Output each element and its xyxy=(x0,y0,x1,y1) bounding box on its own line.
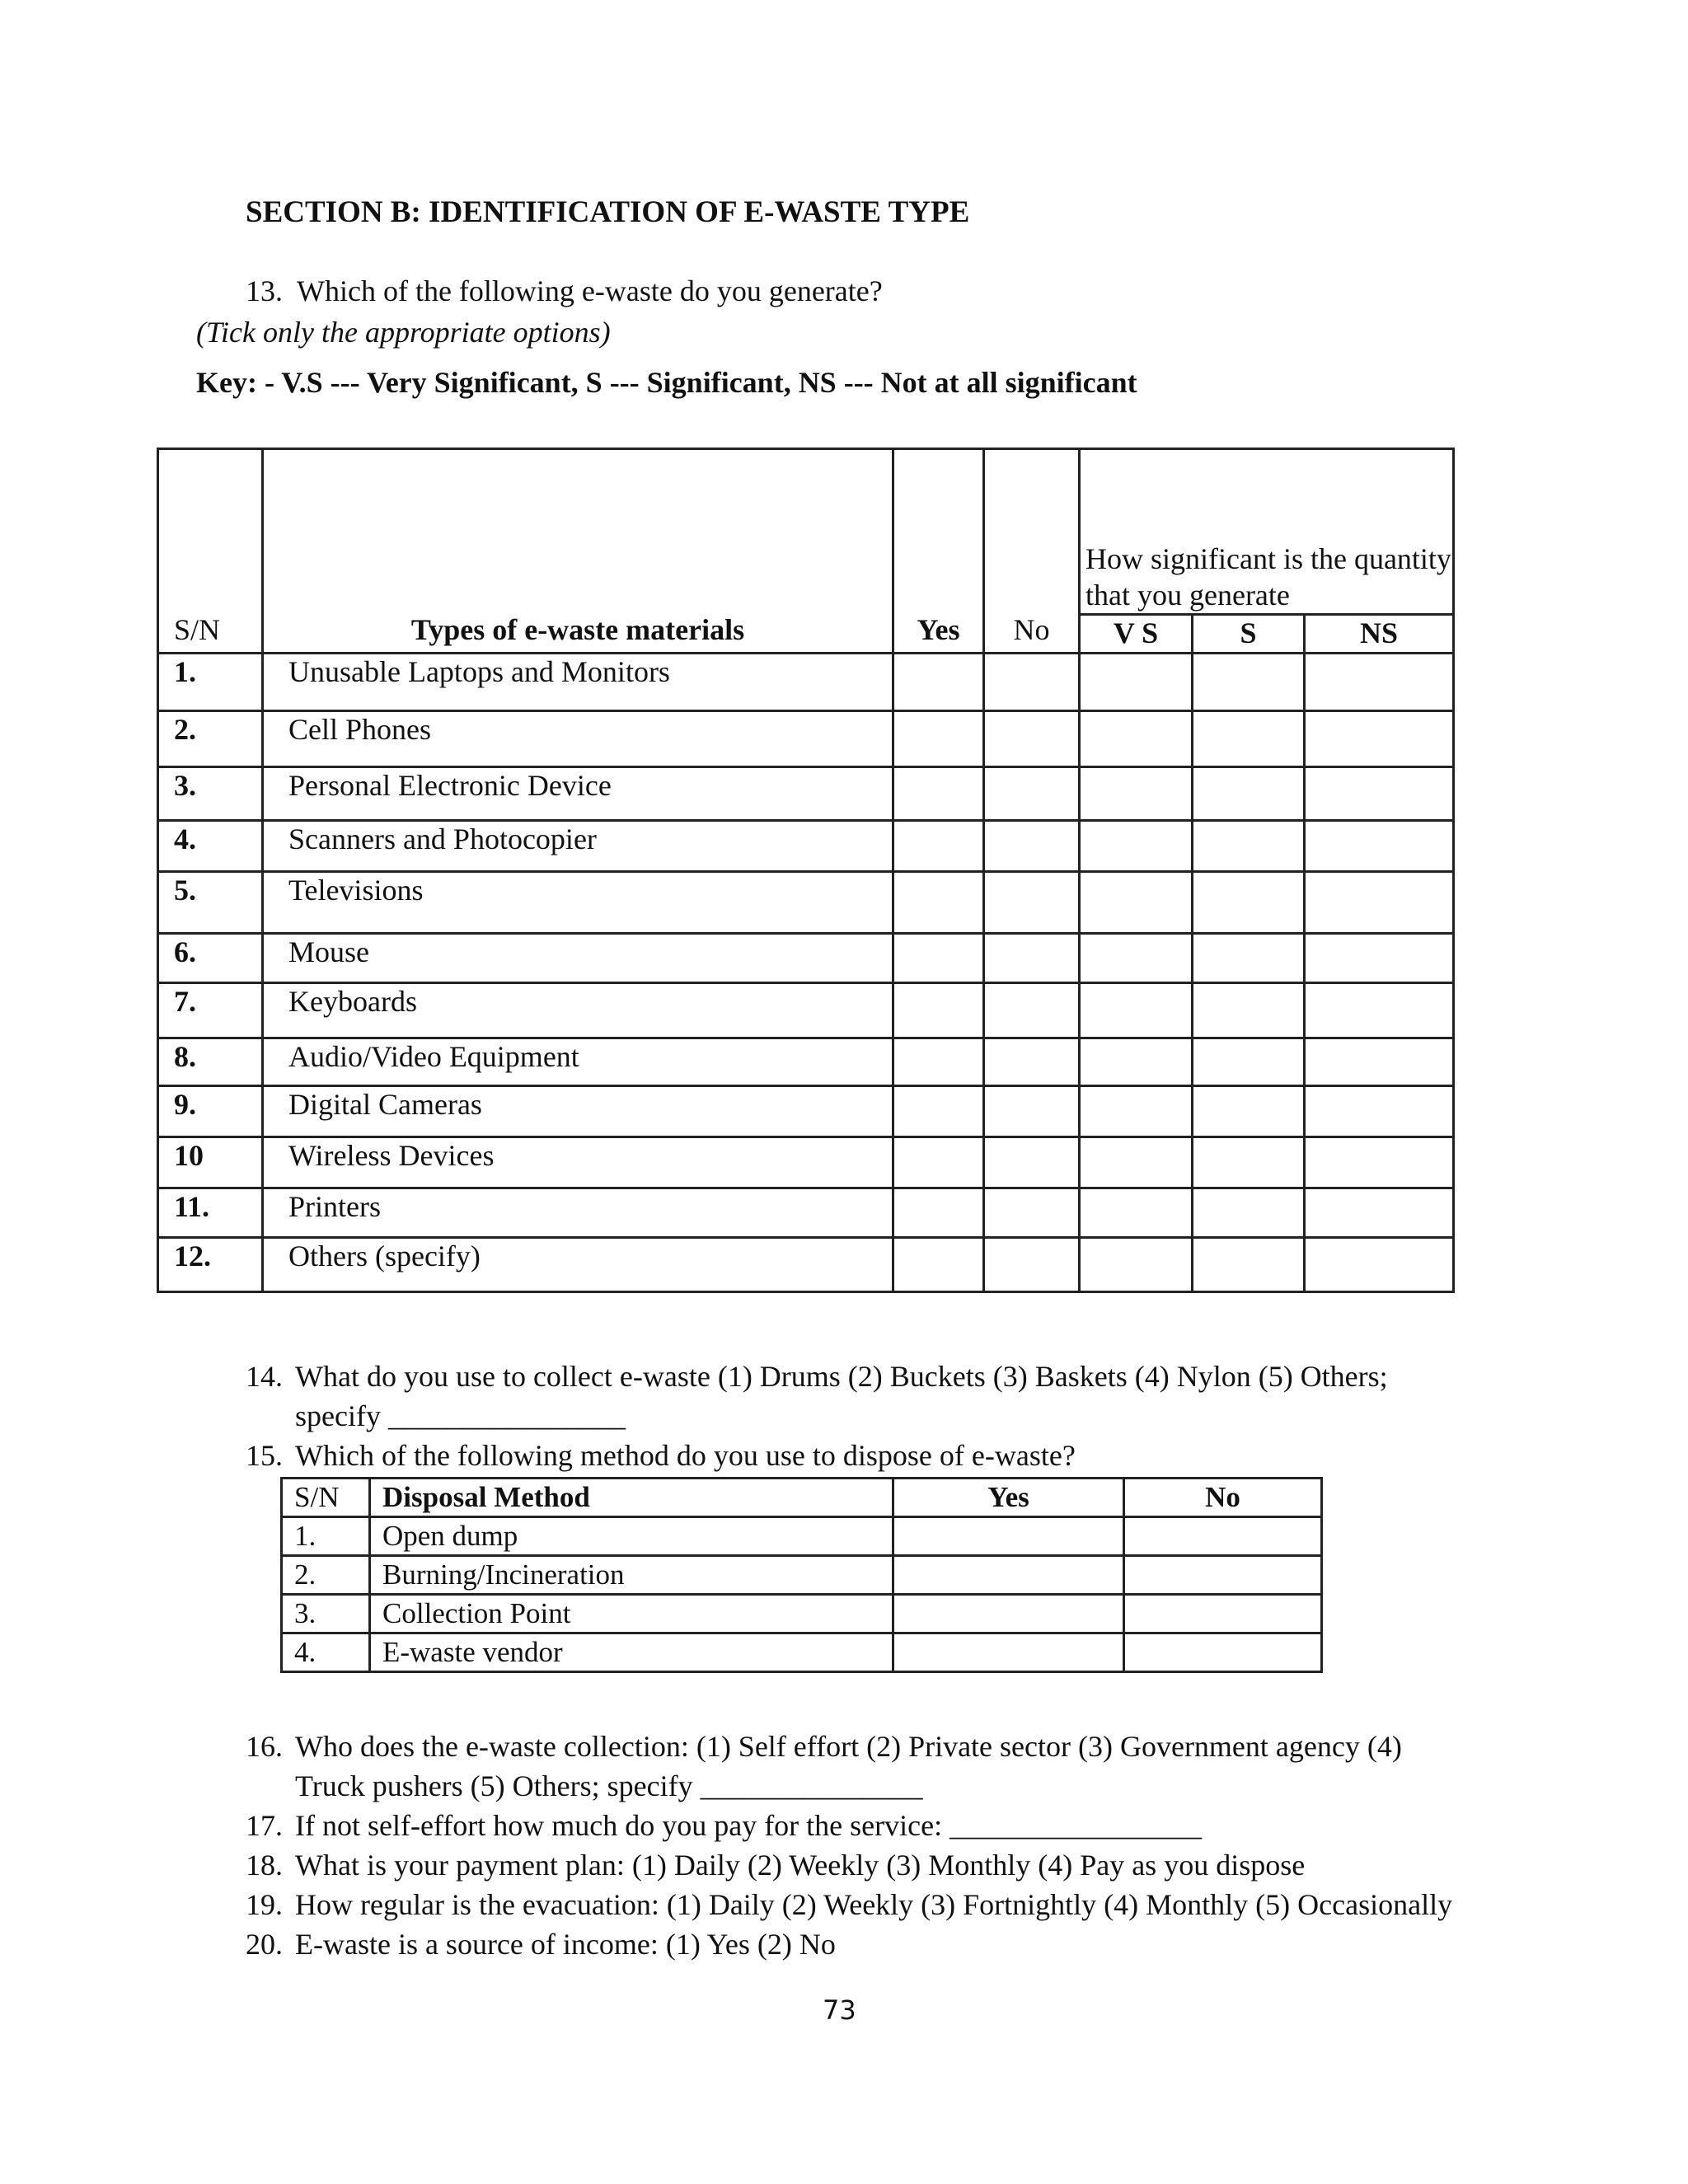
question-number: 16. xyxy=(246,1730,283,1763)
row-type: Unusable Laptops and Monitors xyxy=(263,654,893,711)
question-number: 19. xyxy=(246,1888,283,1921)
s-cell[interactable] xyxy=(1193,1188,1305,1238)
table-row xyxy=(158,872,1454,934)
row-method: E-waste vendor xyxy=(370,1633,893,1672)
no-cell[interactable] xyxy=(984,654,1080,711)
table-row xyxy=(158,767,1454,821)
ns-cell[interactable] xyxy=(1305,983,1454,1038)
disposal-method-table xyxy=(280,1477,1323,1673)
row-sn: 10 xyxy=(158,1137,263,1188)
row-method: Collection Point xyxy=(370,1595,893,1633)
question-20 xyxy=(246,1924,1482,1964)
section-title: SECTION B: IDENTIFICATION OF E-WASTE TYPE xyxy=(246,195,970,229)
question-number: 18. xyxy=(246,1849,283,1882)
vs-cell[interactable] xyxy=(1080,872,1193,934)
question-text: If not self-effort how much do you pay for the service: _________________ xyxy=(295,1809,1203,1842)
no-cell[interactable] xyxy=(984,767,1080,821)
header-sn: S/N xyxy=(282,1479,370,1517)
yes-cell[interactable] xyxy=(893,1038,984,1086)
no-cell[interactable] xyxy=(1124,1633,1322,1672)
row-type: Others (specify) xyxy=(263,1238,893,1292)
table-row xyxy=(158,654,1454,711)
table-header-row xyxy=(158,449,1454,615)
ns-cell[interactable] xyxy=(1305,767,1454,821)
ns-cell[interactable] xyxy=(1305,1137,1454,1188)
vs-cell[interactable] xyxy=(1080,1038,1193,1086)
row-sn: 2. xyxy=(158,711,263,767)
row-sn: 4. xyxy=(158,821,263,872)
question-16 xyxy=(246,1727,1482,1809)
table-row xyxy=(158,934,1454,983)
ns-cell[interactable] xyxy=(1305,1188,1454,1238)
s-cell[interactable] xyxy=(1193,872,1305,934)
page-number: 73 xyxy=(823,1994,856,2026)
header-yes: Yes xyxy=(893,449,984,654)
table-row xyxy=(282,1595,1322,1633)
yes-cell[interactable] xyxy=(893,1086,984,1137)
question-text-continued: specify ________________ xyxy=(295,1399,626,1432)
ns-cell[interactable] xyxy=(1305,934,1454,983)
yes-cell[interactable] xyxy=(893,1137,984,1188)
yes-cell[interactable] xyxy=(893,1595,1124,1633)
no-cell[interactable] xyxy=(984,1086,1080,1137)
table-row xyxy=(282,1633,1322,1672)
s-cell[interactable] xyxy=(1193,1137,1305,1188)
question-15 xyxy=(246,1436,1482,1475)
ns-cell[interactable] xyxy=(1305,872,1454,934)
s-cell[interactable] xyxy=(1193,1238,1305,1292)
question-number: 13. xyxy=(246,274,283,307)
no-cell[interactable] xyxy=(984,711,1080,767)
question-number: 20. xyxy=(246,1928,283,1961)
no-cell[interactable] xyxy=(984,1188,1080,1238)
tick-instruction: (Tick only the appropriate options) xyxy=(196,316,611,349)
no-cell[interactable] xyxy=(984,934,1080,983)
row-type: Wireless Devices xyxy=(263,1137,893,1188)
no-cell[interactable] xyxy=(1124,1556,1322,1595)
vs-cell[interactable] xyxy=(1080,983,1193,1038)
vs-cell[interactable] xyxy=(1080,821,1193,872)
s-cell[interactable] xyxy=(1193,654,1305,711)
vs-cell[interactable] xyxy=(1080,1188,1193,1238)
no-cell[interactable] xyxy=(984,1137,1080,1188)
header-s: S xyxy=(1193,615,1305,654)
vs-cell[interactable] xyxy=(1080,711,1193,767)
row-sn: 11. xyxy=(158,1188,263,1238)
table-row xyxy=(158,711,1454,767)
row-method: Burning/Incineration xyxy=(370,1556,893,1595)
row-sn: 4. xyxy=(282,1633,370,1672)
vs-cell[interactable] xyxy=(1080,654,1193,711)
table-row xyxy=(158,1188,1454,1238)
no-cell[interactable] xyxy=(984,983,1080,1038)
ns-cell[interactable] xyxy=(1305,711,1454,767)
header-no: No xyxy=(1124,1479,1322,1517)
question-text: How regular is the evacuation: (1) Daily (2) Weekly (3) Fortnightly (4) Monthly (5) Occasionally xyxy=(295,1888,1453,1921)
table-row xyxy=(158,1086,1454,1137)
question-text: E-waste is a source of income: (1) Yes (2) No xyxy=(295,1928,836,1961)
vs-cell[interactable] xyxy=(1080,1086,1193,1137)
yes-cell[interactable] xyxy=(893,934,984,983)
ns-cell[interactable] xyxy=(1305,1038,1454,1086)
table-row xyxy=(158,1238,1454,1292)
row-sn: 9. xyxy=(158,1086,263,1137)
question-number: 17. xyxy=(246,1809,283,1842)
row-sn: 7. xyxy=(158,983,263,1038)
question-14 xyxy=(246,1357,1482,1439)
ns-cell[interactable] xyxy=(1305,1238,1454,1292)
vs-cell[interactable] xyxy=(1080,1137,1193,1188)
yes-cell[interactable] xyxy=(893,767,984,821)
s-cell[interactable] xyxy=(1193,934,1305,983)
significance-key: Key: - V.S --- Very Significant, S --- Significant, NS --- Not at all significant xyxy=(196,366,1137,399)
s-cell[interactable] xyxy=(1193,1038,1305,1086)
table-row xyxy=(282,1517,1322,1556)
vs-cell[interactable] xyxy=(1080,1238,1193,1292)
header-yes: Yes xyxy=(893,1479,1124,1517)
row-sn: 2. xyxy=(282,1556,370,1595)
question-number: 14. xyxy=(246,1360,283,1393)
no-cell[interactable] xyxy=(984,1238,1080,1292)
ewaste-types-table xyxy=(157,448,1455,1293)
question-text-continued: Truck pushers (5) Others; specify _______________ xyxy=(295,1769,923,1802)
question-text: Which of the following e-waste do you generate? xyxy=(297,274,883,307)
row-type: Printers xyxy=(263,1188,893,1238)
yes-cell[interactable] xyxy=(893,654,984,711)
question-text: What do you use to collect e-waste (1) Drums (2) Buckets (3) Baskets (4) Nylon (5) Others; xyxy=(295,1360,1388,1393)
table-row xyxy=(158,821,1454,872)
header-type: Types of e-waste materials xyxy=(263,449,893,654)
vs-cell[interactable] xyxy=(1080,767,1193,821)
no-cell[interactable] xyxy=(984,1038,1080,1086)
question-13 xyxy=(246,274,883,308)
question-17 xyxy=(246,1806,1482,1845)
s-cell[interactable] xyxy=(1193,821,1305,872)
table-row xyxy=(158,983,1454,1038)
row-type: Scanners and Photocopier xyxy=(263,821,893,872)
yes-cell[interactable] xyxy=(893,1238,984,1292)
row-type: Digital Cameras xyxy=(263,1086,893,1137)
no-cell[interactable] xyxy=(1124,1517,1322,1556)
s-cell[interactable] xyxy=(1193,1086,1305,1137)
row-sn: 1. xyxy=(158,654,263,711)
s-cell[interactable] xyxy=(1193,711,1305,767)
row-sn: 8. xyxy=(158,1038,263,1086)
row-sn: 3. xyxy=(282,1595,370,1633)
ns-cell[interactable] xyxy=(1305,1086,1454,1137)
header-ns: NS xyxy=(1305,615,1454,654)
row-type: Keyboards xyxy=(263,983,893,1038)
no-cell[interactable] xyxy=(984,872,1080,934)
question-18 xyxy=(246,1845,1482,1885)
yes-cell[interactable] xyxy=(893,1556,1124,1595)
row-type: Audio/Video Equipment xyxy=(263,1038,893,1086)
question-19 xyxy=(246,1885,1482,1924)
question-text: Which of the following method do you use to dispose of e-waste? xyxy=(295,1439,1076,1472)
row-type: Mouse xyxy=(263,934,893,983)
row-sn: 12. xyxy=(158,1238,263,1292)
question-text: Who does the e-waste collection: (1) Self effort (2) Private sector (3) Government agency (4) xyxy=(295,1730,1402,1763)
s-cell[interactable] xyxy=(1193,983,1305,1038)
yes-cell[interactable] xyxy=(893,983,984,1038)
table-row xyxy=(158,1038,1454,1086)
header-significance: How significant is the quantity that you generate xyxy=(1080,449,1454,615)
row-sn: 1. xyxy=(282,1517,370,1556)
yes-cell[interactable] xyxy=(893,872,984,934)
row-type: Televisions xyxy=(263,872,893,934)
table-row xyxy=(158,1137,1454,1188)
s-cell[interactable] xyxy=(1193,767,1305,821)
yes-cell[interactable] xyxy=(893,1517,1124,1556)
row-type: Cell Phones xyxy=(263,711,893,767)
question-text: What is your payment plan: (1) Daily (2) Weekly (3) Monthly (4) Pay as you dispose xyxy=(295,1849,1306,1882)
ns-cell[interactable] xyxy=(1305,821,1454,872)
row-sn: 5. xyxy=(158,872,263,934)
no-cell[interactable] xyxy=(1124,1595,1322,1633)
vs-cell[interactable] xyxy=(1080,934,1193,983)
header-vs: V S xyxy=(1080,615,1193,654)
yes-cell[interactable] xyxy=(893,1633,1124,1672)
row-sn: 3. xyxy=(158,767,263,821)
row-type: Personal Electronic Device xyxy=(263,767,893,821)
no-cell[interactable] xyxy=(984,821,1080,872)
table-header-row xyxy=(282,1479,1322,1517)
header-method: Disposal Method xyxy=(370,1479,893,1517)
yes-cell[interactable] xyxy=(893,1188,984,1238)
table-row xyxy=(282,1556,1322,1595)
header-sn: S/N xyxy=(158,449,263,654)
ns-cell[interactable] xyxy=(1305,654,1454,711)
header-no: No xyxy=(984,449,1080,654)
row-sn: 6. xyxy=(158,934,263,983)
yes-cell[interactable] xyxy=(893,821,984,872)
yes-cell[interactable] xyxy=(893,711,984,767)
row-method: Open dump xyxy=(370,1517,893,1556)
question-number: 15. xyxy=(246,1439,283,1472)
